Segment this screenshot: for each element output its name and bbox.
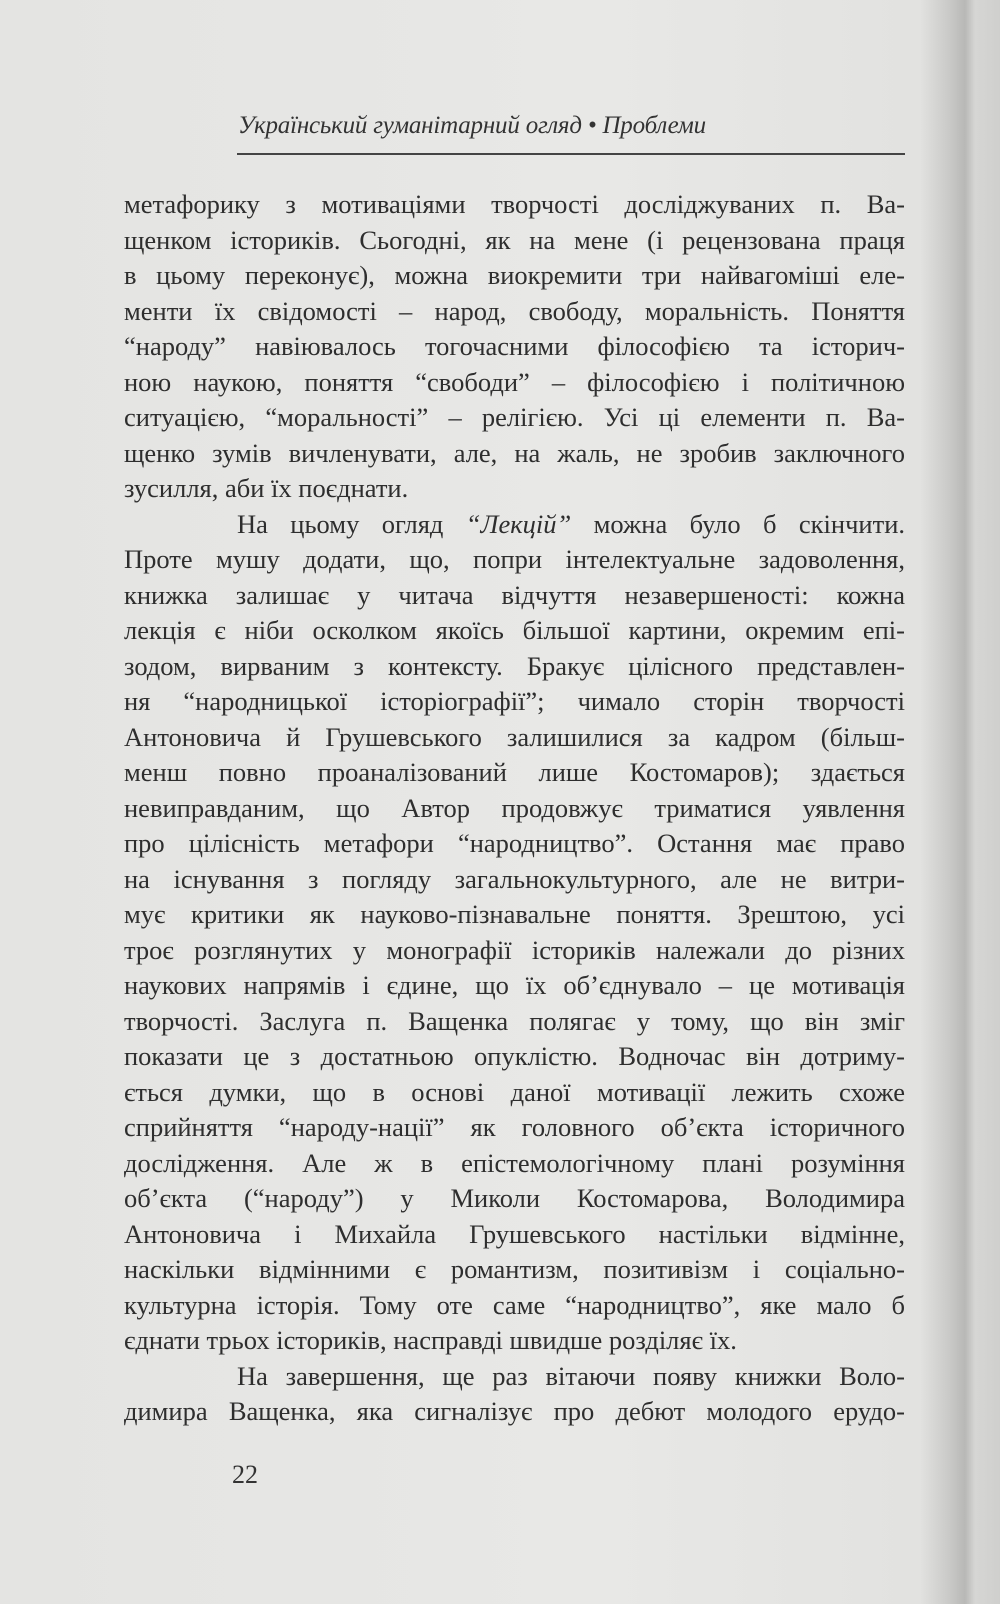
text-line [124, 507, 905, 543]
text-line: Антоновича й Грушевського залишилися за кадром (більш- [124, 721, 905, 752]
text-line: лекція є ніби осколком якоїсь більшої картини, окремим епі- [124, 615, 905, 645]
text-line: ною наукою, поняття “свободи” – філософією і політичною [124, 366, 905, 397]
text-line: Антоновича і Михайла Грушевського настільки відмінне, [124, 1218, 905, 1249]
text-line: об’єкта (“народу”) у Миколи Костомарова, Володимира [124, 1183, 905, 1213]
running-header: Український гуманітарний огляд • Проблеми [238, 112, 706, 139]
text-line: творчості. Заслуга п. Ващенка полягає у тому, що він зміг [124, 1005, 905, 1036]
text-line: На завершення, ще раз вітаючи появу книжки Воло- [237, 1360, 905, 1391]
text-line: невиправданим, що Автор продовжує триматися уявлення [124, 792, 905, 823]
text-line: “народу” навіювалось тогочасними філософією та історич- [124, 331, 905, 361]
text-line: зодом, вирваним з контексту. Бракує цілісного представлен- [124, 650, 905, 681]
text-line: показати це з достатньою опуклістю. Водночас він дотриму- [124, 1041, 905, 1071]
text-span: На цьому огляд [237, 508, 466, 539]
text-line: в цьому переконує), можна виокремити три найвагоміші еле- [124, 260, 905, 290]
text-line: щенко зумів вичленувати, але, на жаль, не зробив заключного [124, 437, 905, 468]
text-line: на існування з погляду загальнокультурного, але не витри- [124, 863, 905, 894]
text-line: ня “народницької історіографії”; чимало сторін творчості [124, 686, 905, 716]
page-number: 22 [232, 1460, 258, 1489]
text-line: димира Ващенка, яка сигналізує про дебют молодого ерудо- [124, 1396, 905, 1426]
text-line: ється думки, що в основі даної мотивації лежить схоже [124, 1076, 905, 1107]
text-line: зусилля, аби їх поєднати. [124, 473, 409, 503]
text-line: щенком істориків. Сьогодні, як на мене (і рецензована праця [124, 224, 905, 255]
text-line: Проте мушу додати, що, попри інтелектуальне задоволення, [124, 544, 905, 574]
text-line: наскільки відмінними є романтизм, позитивізм і соціально- [124, 1254, 905, 1284]
body-text [124, 187, 905, 1430]
text-line: мує критики як науково-пізнавальне поняття. Зрештою, усі [124, 899, 905, 929]
text-line: менш повно проаналізований лише Костомаров); здається [124, 757, 905, 787]
text-span: можна було б скінчити. [571, 508, 905, 539]
text-line: ситуацією, “моральності” – релігією. Усі ці елементи п. Ва- [124, 402, 905, 432]
text-line: менти їх свідомості – народ, свободу, моральність. Поняття [124, 295, 905, 326]
text-line: сприйняття “народу-нації” як головного об’єкта історичного [124, 1112, 905, 1142]
text-line: наукових напрямів і єдине, що їх об’єднувало – це мотивація [124, 970, 905, 1000]
text-line: єднати трьох істориків, насправді швидше розділяє їх. [124, 1325, 737, 1355]
text-line: про цілісність метафори “народництво”. Остання має право [124, 828, 905, 858]
text-line: культурна історія. Тому оте саме “народництво”, яке мало б [124, 1289, 905, 1320]
text-line: книжка залишає у читача відчуття незавершеності: кожна [124, 579, 905, 610]
text-line: дослідження. Але ж в епістемологічному плані розуміння [124, 1147, 905, 1178]
header-rule [237, 153, 905, 155]
text-line: троє розглянутих у монографії істориків належали до різних [124, 934, 905, 965]
text-line: метафорику з мотиваціями творчості досліджуваних п. Ва- [124, 189, 905, 219]
italic-title: “Лекцій” [465, 508, 572, 539]
